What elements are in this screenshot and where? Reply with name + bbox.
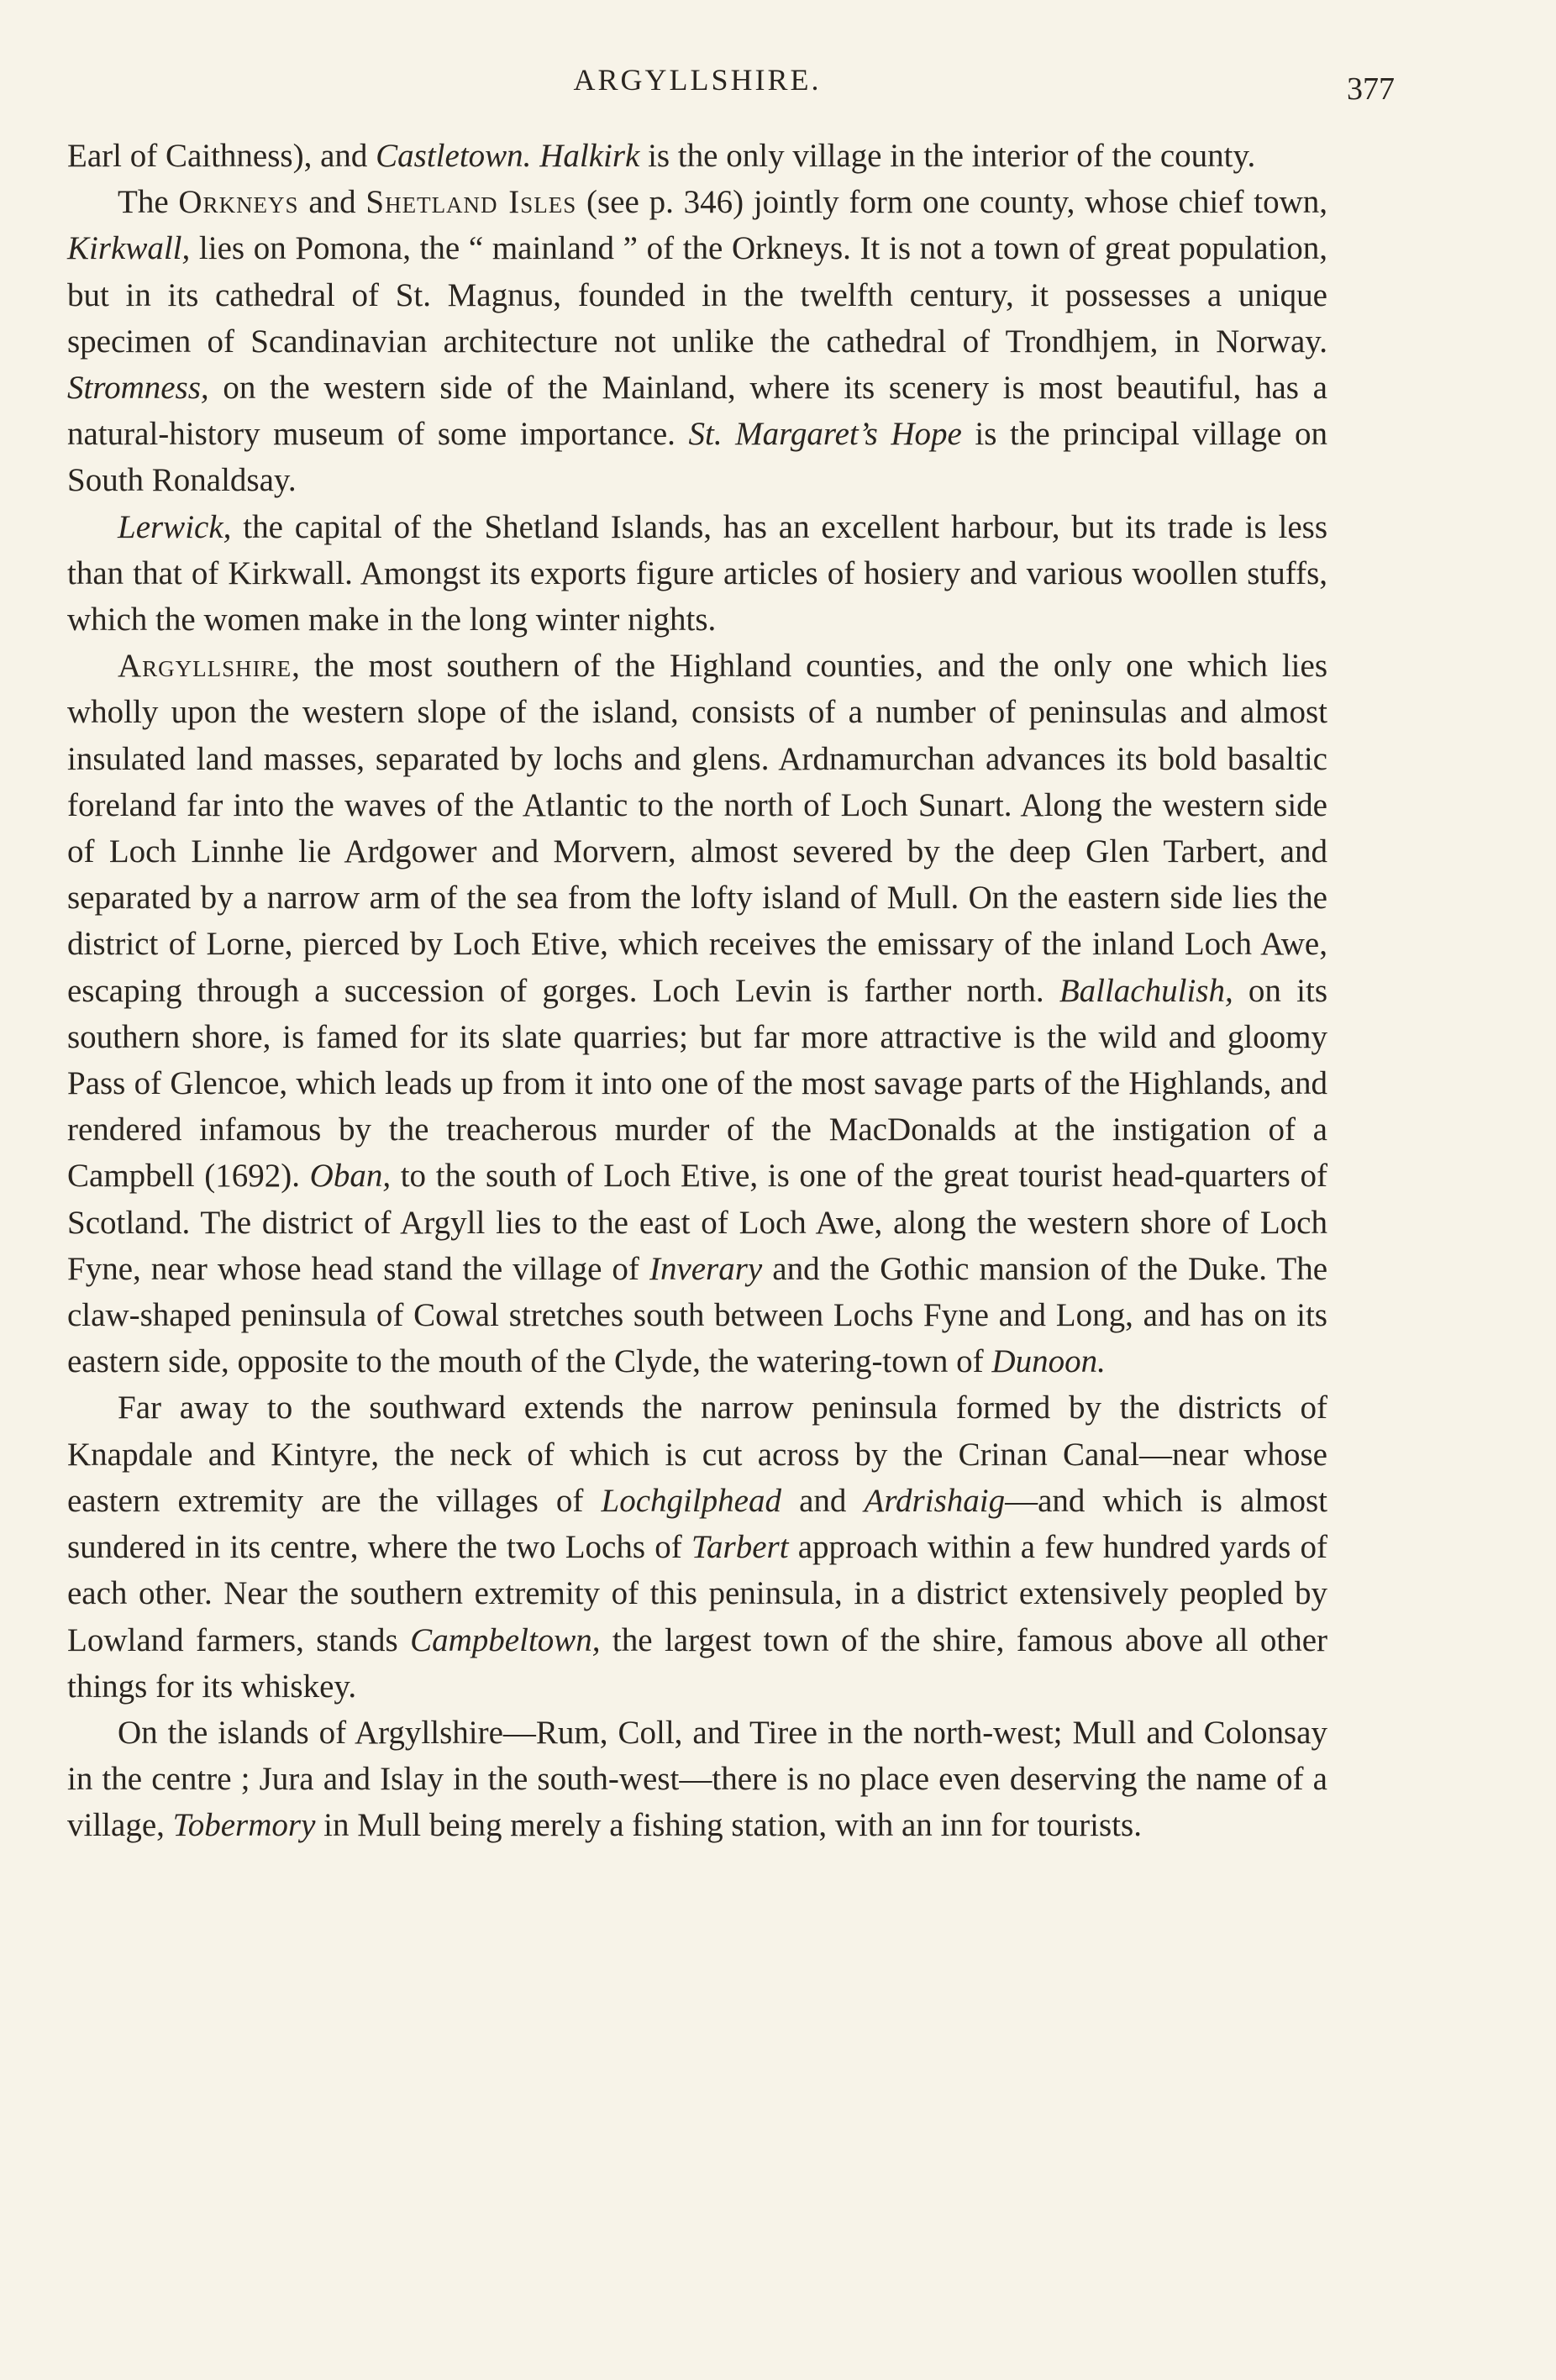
italic-place-name: Dunoon.	[991, 1343, 1106, 1380]
text-run: the capital of the Shetland Islands, has an excellent harbour, but its trade is less than that of Kirkwall. Amongst its exports figure articles of hosiery and various woollen stuffs, which the women make in the long winter nights.	[67, 508, 1327, 638]
paragraph	[67, 133, 1327, 179]
italic-place-name: Stromness,	[67, 370, 209, 407]
text-run: in Mull being merely a fishing station, with an inn for tourists.	[315, 1807, 1142, 1844]
italic-place-name: St. Margaret’s Hope	[688, 416, 962, 453]
paragraph	[67, 1384, 1327, 1709]
italic-place-name: Campbeltown,	[410, 1621, 601, 1658]
italic-place-name: Lerwick,	[118, 508, 232, 545]
text-run: to the south of Loch Etive, is one of the great tourist head-quarters of Scotland. The district of Argyll lies to the east of Loch Awe, along the western shore of Loch Fyne, near whose head stand the village of	[67, 1158, 1327, 1287]
text-run: The	[118, 184, 179, 221]
text-run: on its southern shore, is famed for its slate quarries; but far more attractive is the wild and gloomy Pass of Glencoe, which leads up from it into one of the most savage parts of the Highlands, and rendered infamous by the treacherous murder of the MacDonalds at the instigation of a Campbell (1692).	[67, 972, 1327, 1195]
italic-place-name: Castletown.	[376, 138, 532, 174]
text-run: and	[781, 1482, 865, 1519]
italic-place-name: Halkirk	[539, 138, 640, 174]
text-run: Earl of Caithness), and	[67, 138, 376, 174]
paragraph	[67, 1710, 1327, 1849]
page-number: 377	[1347, 71, 1395, 107]
italic-place-name: Inverary	[649, 1250, 763, 1287]
text-run: On the islands of Argyllshire—Rum, Coll, and Tiree in the north-west; Mull and Colonsay in the centre ; Jura and Islay in the south-west—there is no place even deserving the name of a village,	[67, 1714, 1327, 1844]
text-run: approach within a few hundred yards of each other. Near the southern extremity of this peninsula, in a district extensively peopled by Lowland farmers, stands	[67, 1529, 1328, 1658]
body-text	[67, 133, 1327, 1849]
text-run: Far away to the southward extends the narrow peninsula formed by the districts of Knapdale and Kintyre, the neck of which is cut across by the Crinan Canal—near whose eastern extremity are the villages of	[67, 1390, 1327, 1519]
text-run: and	[298, 184, 366, 221]
paragraph	[67, 643, 1327, 1384]
running-header	[67, 62, 1395, 113]
small-caps-term: Orkneys	[178, 184, 299, 221]
italic-place-name: Ballachulish,	[1059, 972, 1233, 1009]
paragraph	[67, 179, 1327, 503]
italic-place-name: Ardrishaig	[864, 1482, 1006, 1519]
text-run: , the most southern of the Highland counties, and the only one which lies wholly upon the western slope of the island, consists of a number of peninsulas and almost insulated land masses, separated by lochs and glens. Ardnamurchan advances its bold basaltic foreland far into the waves of the Atlantic to the north of Loch Sunart. Along the western side of Loch Linnhe lie Ardgower and Morvern, almost severed by the deep Glen Tarbert, and separated by a narrow arm of the sea from the lofty island of Mull. On the eastern side lies the district of Lorne, pierced by Loch Etive, which receives the emissary of the inland Loch Awe, escaping through a succession of gorges. Loch Levin is farther north.	[67, 648, 1327, 1009]
italic-place-name: Lochgilphead	[601, 1482, 781, 1519]
text-run: —and which is almost sundered in its centre, where the two Lochs of	[67, 1482, 1327, 1566]
text-run	[531, 138, 539, 174]
text-run: (see p. 346) jointly form one county, whose chief town,	[576, 184, 1327, 221]
italic-place-name: Tarbert	[691, 1529, 789, 1566]
small-caps-term: Argyllshire	[118, 648, 292, 685]
italic-place-name: Oban,	[309, 1158, 392, 1195]
text-run: is the only village in the interior of the county.	[639, 138, 1256, 174]
running-title: ARGYLLSHIRE.	[573, 63, 822, 97]
text-run: and the Gothic mansion of the Duke. The claw-shaped peninsula of Cowal stretches south between Lochs Fyne and Long, and has on its eastern side, opposite to the mouth of the Clyde, the watering-town of	[67, 1250, 1328, 1380]
text-run: on the western side of the Mainland, where its scenery is most beautiful, has a natural-history museum of some importance.	[67, 370, 1327, 453]
italic-place-name: Tobermory	[172, 1807, 316, 1844]
text-run: the largest town of the shire, famous above all other things for its whiskey.	[67, 1621, 1327, 1705]
text-run: lies on Pomona, the “ mainland ” of the Orkneys. It is not a town of great population, but in its cathedral of St. Magnus, founded in the twelfth century, it possesses a unique specimen of Scandinavian architecture not unlike the cathedral of Trondhjem, in Norway.	[67, 230, 1327, 360]
text-run: is the principal village on South Ronaldsay.	[67, 416, 1328, 499]
paragraph	[67, 504, 1327, 644]
italic-place-name: Kirkwall,	[67, 230, 191, 267]
small-caps-term: Shetland Isles	[365, 184, 577, 221]
